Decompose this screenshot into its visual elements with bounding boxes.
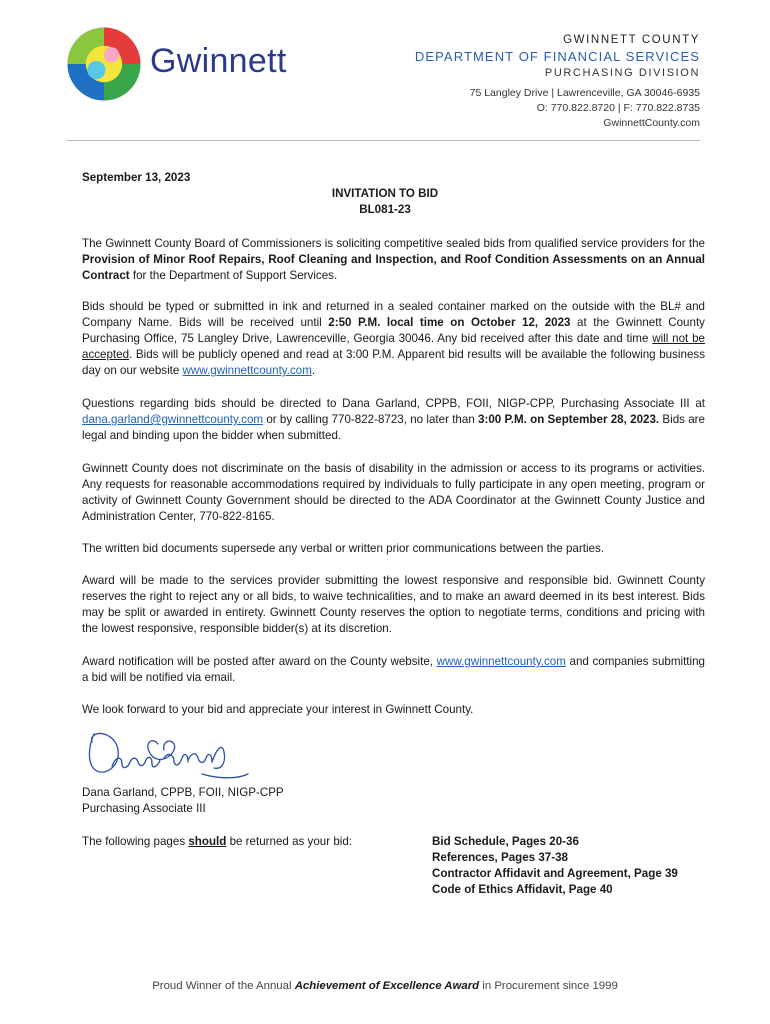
return-instructions (82, 834, 352, 850)
website-link[interactable]: www.gwinnettcounty.com (436, 655, 566, 668)
contact-block (470, 86, 700, 131)
list-item: Contractor Affidavit and Agreement, Page 39 (432, 867, 678, 880)
text: be returned as your bid: (226, 835, 353, 848)
signer-name: Dana Garland, CPPB, FOII, NIGP-CPP (82, 786, 284, 799)
text: . Bids will be publicly opened and read at 3:00 P.M. Apparent bid results will be available the following business day on our website (82, 348, 705, 377)
website-link[interactable]: www.gwinnettcounty.com (182, 364, 312, 377)
text: Award notification will be posted after award on the County website, (82, 655, 437, 668)
text: Bids should be typed or submitted in ink and returned in a sealed container marked on the outside with the BL# and Company Name. Bids will be received until (82, 300, 705, 329)
text: or by calling 770-822-8723, no later than (263, 413, 479, 426)
letter-title (0, 186, 770, 218)
text: Bids are legal and binding upon the bidder when submitted. (82, 413, 705, 442)
footer (0, 980, 770, 992)
paragraph-supersede: The written bid documents supersede any verbal or written prior communications between the parties. (82, 542, 604, 555)
list-item: Code of Ethics Affidavit, Page 40 (432, 883, 613, 896)
paragraph-solicitation (82, 236, 705, 284)
signature (82, 722, 252, 786)
project-name: Provision of Minor Roof Repairs, Roof Cleaning and Inspection, and Roof Condition Assessments on an Annual Contract (82, 253, 705, 282)
question-deadline: 3:00 P.M. on September 28, 2023. (478, 413, 660, 426)
text: and companies submitting a bid will be notified via email. (82, 655, 705, 684)
header-website: GwinnettCounty.com (603, 117, 700, 129)
text: for the Department of Support Services. (129, 269, 338, 282)
text: at the Gwinnett County Purchasing Office, 75 Langley Drive, Lawrenceville, Georgia 30046. Any bid received after this date and time (82, 316, 705, 345)
award-name: Achievement of Excellence Award (294, 980, 480, 992)
signer-block (82, 785, 284, 817)
paragraph-questions (82, 396, 705, 444)
gwinnett-logo-icon (66, 26, 142, 102)
text: in Procurement since 1999 (479, 980, 618, 992)
emphasis: will not be accepted (82, 332, 705, 361)
signer-title: Purchasing Associate III (82, 802, 206, 815)
header-divider (66, 140, 700, 141)
return-pages-list (432, 834, 678, 898)
paragraph-closing: We look forward to your bid and appreciate your interest in Gwinnett County. (82, 703, 474, 716)
text: The Gwinnett County Board of Commissioners is soliciting competitive sealed bids from qualified service providers for the (82, 237, 705, 250)
text: . (311, 364, 316, 377)
email-link[interactable]: dana.garland@gwinnettcounty.com (82, 413, 264, 426)
text: Questions regarding bids should be directed to Dana Garland, CPPB, FOII, NIGP-CPP, Purchasing Associate III at (82, 397, 705, 410)
paragraph-ada: Gwinnett County does not discriminate on the basis of disability in the admission or access to its programs or activities. Any requests for reasonable accommodations required by individuals to fully participate in any open meeting, program or activity of Gwinnett County Government should be directed to the ADA Coordinator at the Gwinnett County Justice and Administration Center, 770-822-8165. (82, 462, 705, 523)
address: 75 Langley Drive | Lawrenceville, GA 30046-6935 (469, 87, 700, 99)
department-heading (415, 34, 700, 79)
paragraph-award: Award will be made to the services provider submitting the lowest responsive and responsible bid. Gwinnett County reserves the right to reject any or all bids, to waive technicalities, and to make an award deemed in its best interest. Bids may be split or awarded in entirety. Gwinnett County reserves the option to negotiate terms, conditions and pricing with the lowest responsive, responsible bidder(s) at its discretion. (82, 574, 705, 635)
text: The following pages (82, 835, 189, 848)
paragraph-notification (82, 654, 705, 686)
emphasis: should (188, 835, 227, 848)
list-item: Bid Schedule, Pages 20-36 (432, 835, 579, 848)
department-name: DEPARTMENT OF FINANCIAL SERVICES (414, 49, 700, 64)
paragraph-submission (82, 299, 705, 379)
logo-wordmark: Gwinnett (150, 42, 287, 80)
list-item: References, Pages 37-38 (432, 851, 568, 864)
county-name: GWINNETT COUNTY (563, 34, 700, 46)
deadline: 2:50 P.M. local time on October 12, 2023 (328, 316, 571, 329)
bid-number: BL081-23 (359, 203, 411, 216)
division-name: PURCHASING DIVISION (544, 67, 700, 79)
phone-fax: O: 770.822.8720 | F: 770.822.8735 (536, 102, 700, 114)
letter-date: September 13, 2023 (82, 171, 191, 184)
text: Proud Winner of the Annual (152, 980, 295, 992)
title-text: INVITATION TO BID (331, 187, 439, 200)
